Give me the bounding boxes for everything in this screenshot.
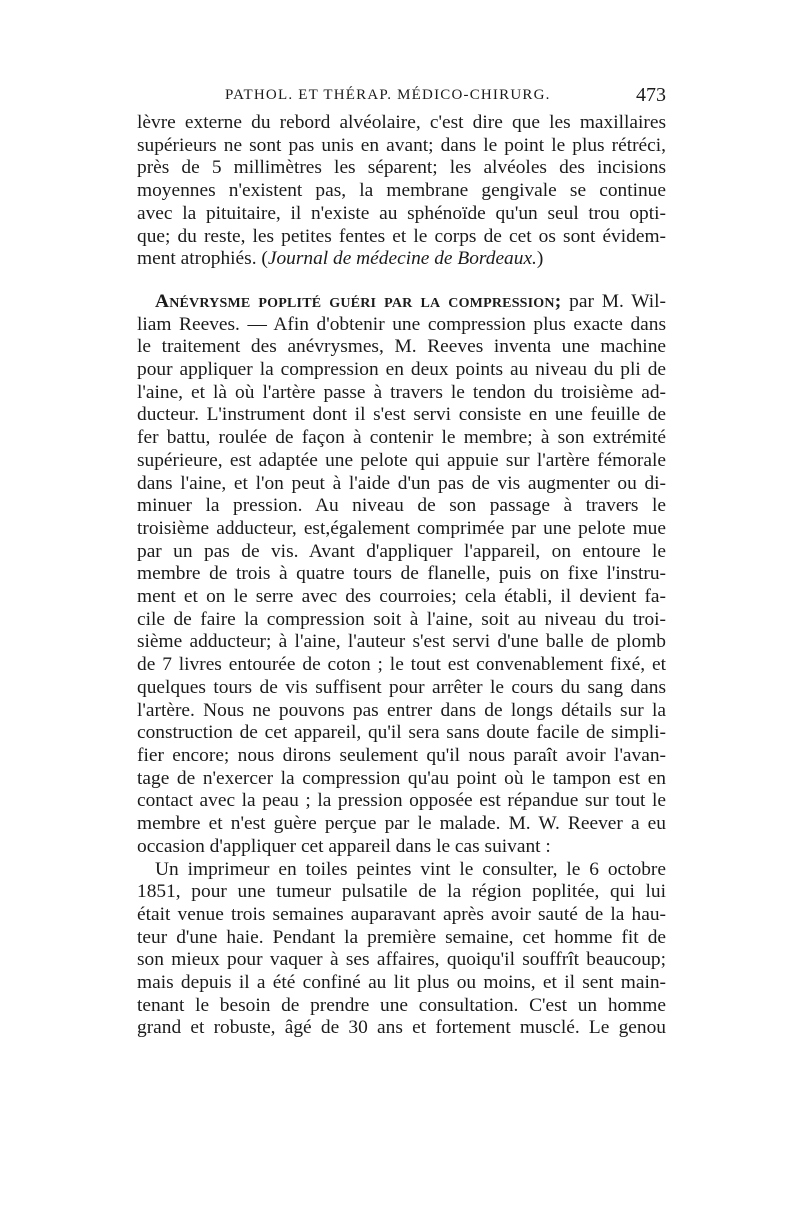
text-line: dans l'aine, et l'on peut à l'aide d'un pas de vis augmenter ou di- <box>137 472 666 494</box>
text-line: était venue trois semaines auparavant après avoir sauté de la hau- <box>137 903 666 925</box>
text-line: cile de faire la compression soit à l'aine, soit au niveau du troi- <box>137 608 666 630</box>
text-line: fer battu, roulée de façon à contenir le membre; à son extrémité <box>137 427 666 449</box>
text-line: membre de trois à quatre tours de flanelle, puis on fixe l'instru- <box>137 563 666 585</box>
text-fragment: ) <box>536 248 544 270</box>
page-number: 473 <box>636 84 666 106</box>
text-line: teur d'une haie. Pendant la première semaine, cet homme fit de <box>137 926 666 948</box>
text-line: avec la pituitaire, il n'existe au sphénoïde qu'un seul trou opti- <box>137 202 666 224</box>
text-line: moyennes n'existent pas, la membrane gengivale se continue <box>137 180 666 202</box>
text-line: mais depuis il a été confiné au lit plus ou moins, et il sent main- <box>137 972 666 994</box>
text-line: l'aine, et là où l'artère passe à travers le tendon du troisième ad- <box>137 381 666 403</box>
text-line: construction de cet appareil, qu'il sera sans doute facile de simpli- <box>137 722 666 744</box>
text-line: troisième adducteur, est,également comprimée par une pelote mue <box>137 517 666 539</box>
text-line: occasion d'appliquer cet appareil dans le cas suivant : <box>137 835 551 857</box>
text-line: son mieux pour vaquer à ses affaires, quoiqu'il souffrît beaucoup; <box>137 949 666 971</box>
text-line: ducteur. L'instrument dont il s'est servi consiste en une feuille de <box>137 404 666 426</box>
text-line: par un pas de vis. Avant d'appliquer l'appareil, on entoure le <box>137 540 666 562</box>
text-line: 1851, pour une tumeur pulsatile de la région poplitée, qui lui <box>137 881 666 903</box>
article-author-start: par M. Wil- <box>561 290 666 312</box>
text-fragment: ment atrophiés. ( <box>137 248 268 270</box>
text-line: contact avec la peau ; la pression opposée est répandue sur tout le <box>137 790 666 812</box>
book-page <box>137 78 666 1040</box>
text-line: Un imprimeur en toiles peintes vint le consulter, le 6 octobre <box>155 858 666 880</box>
text-line: sième adducteur; à l'aine, l'auteur s'est servi d'une balle de plomb <box>137 631 666 653</box>
text-line: l'artère. Nous ne pouvons pas entrer dans de longs détails sur la <box>137 699 666 721</box>
text-line: liam Reeves. — Afin d'obtenir une compression plus exacte dans <box>137 313 666 335</box>
article-title: Anévrysme poplité guéri par la compression; <box>155 290 562 312</box>
journal-source: Journal de médecine de Bordeaux. <box>267 248 537 270</box>
text-line: supérieurs ne sont pas unis en avant; dans le point le plus rétréci, <box>137 134 666 156</box>
text-line: tenant le besoin de prendre une consultation. C'est un homme <box>137 994 666 1016</box>
text-line: tage de n'exercer la compression qu'au point où le tampon est en <box>137 767 666 789</box>
text-line: fier encore; nous dirons seulement qu'il nous paraît avoir l'avan- <box>137 744 666 766</box>
text-line: ment et on le serre avec des courroies; cela établi, il devient fa- <box>137 586 666 608</box>
text-line: grand et robuste, âgé de 30 ans et fortement musclé. Le genou <box>137 1017 666 1039</box>
text-line: quelques tours de vis suffisent pour arrêter le cours du sang dans <box>137 676 666 698</box>
article-heading-line <box>137 291 666 314</box>
text-line: que; du reste, les petites fentes et le corps de cet os sont évidem- <box>137 225 666 247</box>
paragraph-continuation <box>137 112 666 271</box>
text-line: près de 5 millimètres les séparent; les alvéoles des incisions <box>137 157 666 179</box>
text-line: de 7 livres entourée de coton ; le tout est convenablement fixé, et <box>137 654 666 676</box>
text-line: pour appliquer la compression en deux points au niveau du pli de <box>137 359 666 381</box>
running-head <box>137 78 666 112</box>
text-line: membre et n'est guère perçue par le malade. M. W. Reever a eu <box>137 813 666 835</box>
section-spacer <box>137 271 666 291</box>
case-paragraph <box>137 859 666 1041</box>
running-head-title: PATHOL. ET THÉRAP. MÉDICO-CHIRURG. <box>225 87 551 103</box>
text-line: supérieure, est adaptée une pelote qui appuie sur l'artère fémorale <box>137 449 666 471</box>
text-line-with-source <box>137 248 666 271</box>
text-line: minuer la pression. Au niveau de son passage à travers le <box>137 495 666 517</box>
article-aneurysm <box>137 291 666 859</box>
text-line: le traitement des anévrysmes, M. Reeves inventa une machine <box>137 336 666 358</box>
text-line: lèvre externe du rebord alvéolaire, c'est dire que les maxillaires <box>137 112 666 133</box>
